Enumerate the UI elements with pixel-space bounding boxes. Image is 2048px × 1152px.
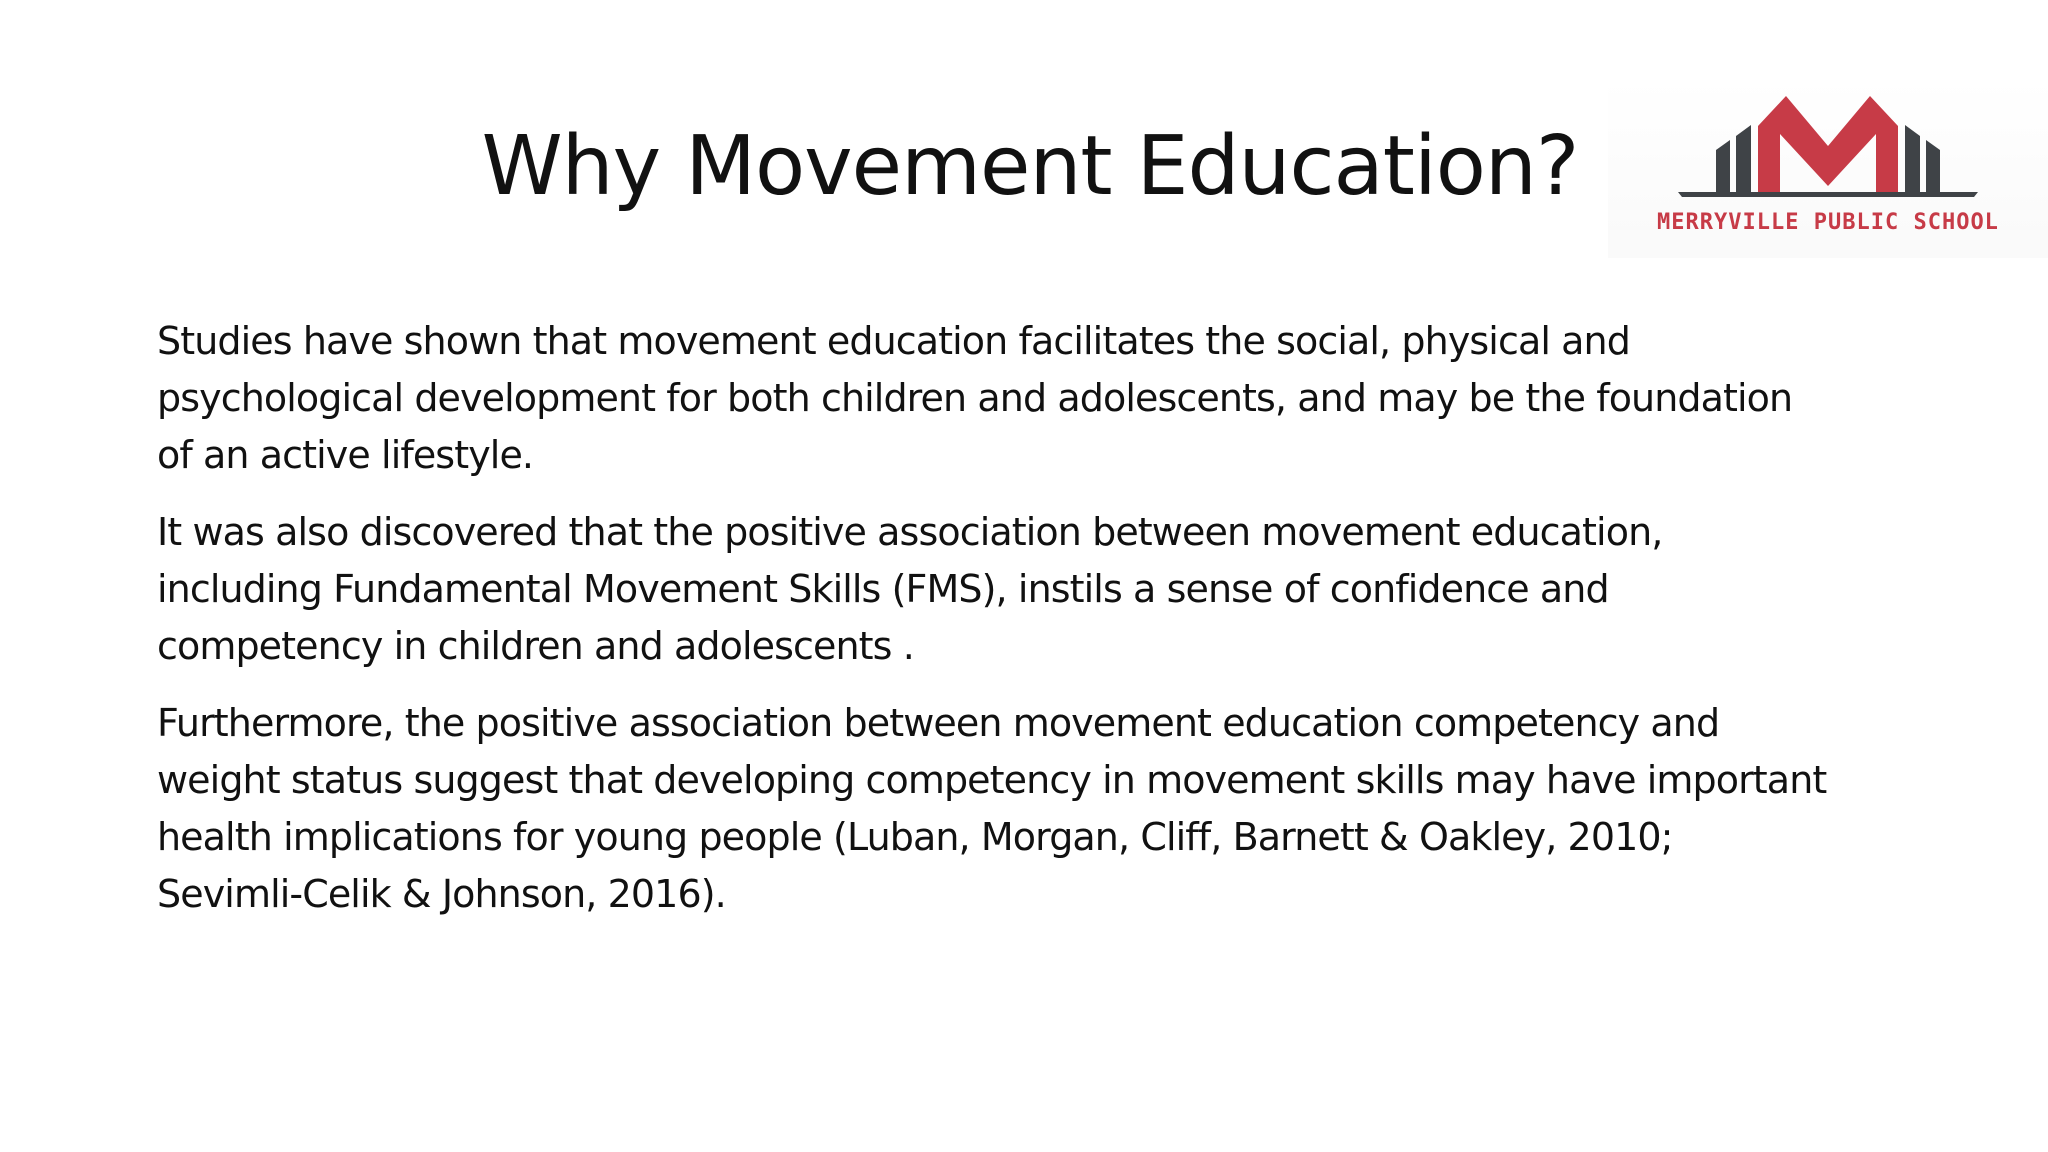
paragraph-line: Studies have shown that movement education facilitates the social, physical and (157, 319, 1630, 363)
logo-school-name: MERRYVILLE PUBLIC SCHOOL (1657, 210, 1999, 235)
paragraph-line: Furthermore, the positive association between movement education competency and (157, 701, 1720, 745)
slide-title: Why Movement Education? (481, 119, 1579, 214)
slide-body (157, 313, 1917, 943)
paragraph-line: including Fundamental Movement Skills (FMS), instils a sense of confidence and (157, 567, 1609, 611)
paragraph-line: Sevimli-Celik & Johnson, 2016). (157, 872, 726, 916)
school-logo (1608, 78, 2048, 258)
paragraph-line: health implications for young people (Luban, Morgan, Cliff, Barnett & Oakley, 2010; (157, 815, 1673, 859)
paragraph-line: psychological development for both children and adolescents, and may be the foundation (157, 376, 1793, 420)
paragraph-line: It was also discovered that the positive association between movement education, (157, 510, 1663, 554)
paragraph-1 (157, 313, 1917, 484)
logo-building-icon (1608, 78, 2048, 208)
paragraph-2 (157, 504, 1917, 675)
paragraph-line: of an active lifestyle. (157, 433, 534, 477)
paragraph-3 (157, 695, 1917, 923)
paragraph-line: weight status suggest that developing competency in movement skills may have important (157, 758, 1827, 802)
paragraph-line: competency in children and adolescents . (157, 624, 914, 668)
